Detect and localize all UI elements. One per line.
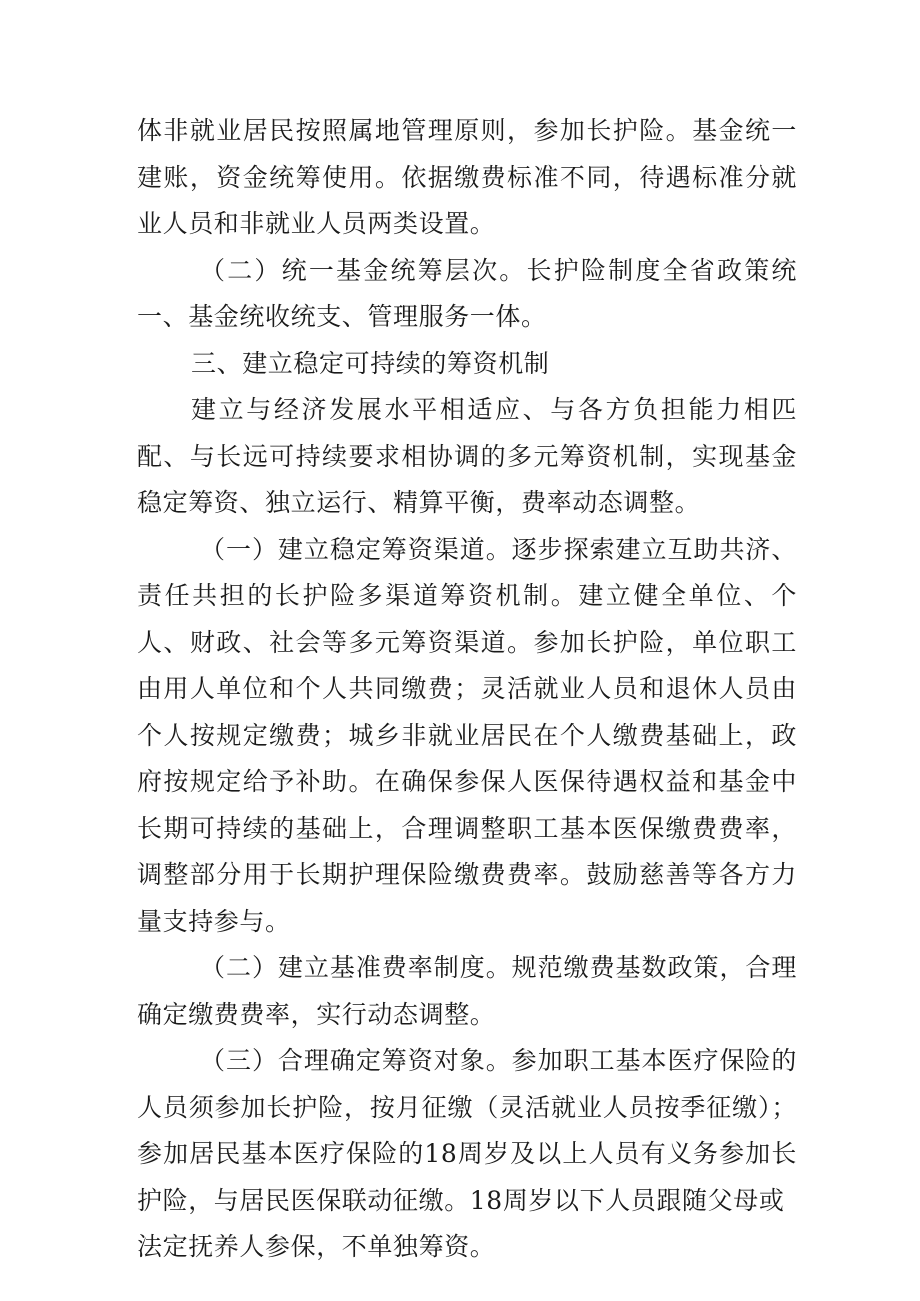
paragraph-guardian-enrollment: 法定抚养人参保，不单独筹资。 [137, 1232, 496, 1261]
document-body [137, 108, 797, 1271]
paragraph-continued: 体非就业居民按照属地管理原则，参加长护险。基金统一建账，资金统筹使用。依据缴费标准不同，待遇标准分就业人员和非就业人员两类设置。 [137, 116, 797, 238]
paragraph-benchmark-rate: （二）建立基准费率制度。规范缴费基数政策，合理确定缴费费率，实行动态调整。 [137, 953, 797, 1029]
paragraph-funding-targets: （三）合理确定筹资对象。参加职工基本医疗保险的人员须参加长护险，按月征缴（灵活就业人员按季征缴）；参加居民基本医疗保险的18周岁及以上人员有义务参加长护险，与居民医保联动征缴。18周岁以下人员跟随父母或 [137, 1046, 797, 1215]
section-heading-funding-mechanism: 三、建立稳定可持续的筹资机制 [191, 348, 550, 378]
paragraph-funding-channels: （一）建立稳定筹资渠道。逐步探索建立互助共济、责任共担的长护险多渠道筹资机制。建立健全单位、个人、财政、社会等多元筹资渠道。参加长护险，单位职工由用人单位和个人共同缴费；灵活就业人员和退休人员由个人按规定缴费；城乡非就业居民在个人缴费基础上，政府按规定给予补助。在确保参保人医保待遇权益和基金中长期可持续的基础上，合理调整职工基本医保缴费费率，调整部分用于长期护理保险缴费费率。鼓励慈善等各方力量支持参与。 [137, 534, 797, 936]
paragraph-unified-fund-level: （二）统一基金统筹层次。长护险制度全省政策统一、基金统收统支、管理服务一体。 [137, 255, 797, 331]
paragraph-funding-overview: 建立与经济发展水平相适应、与各方负担能力相匹配、与长远可持续要求相协调的多元筹资机制，实现基金稳定筹资、独立运行、精算平衡，费率动态调整。 [137, 395, 797, 517]
